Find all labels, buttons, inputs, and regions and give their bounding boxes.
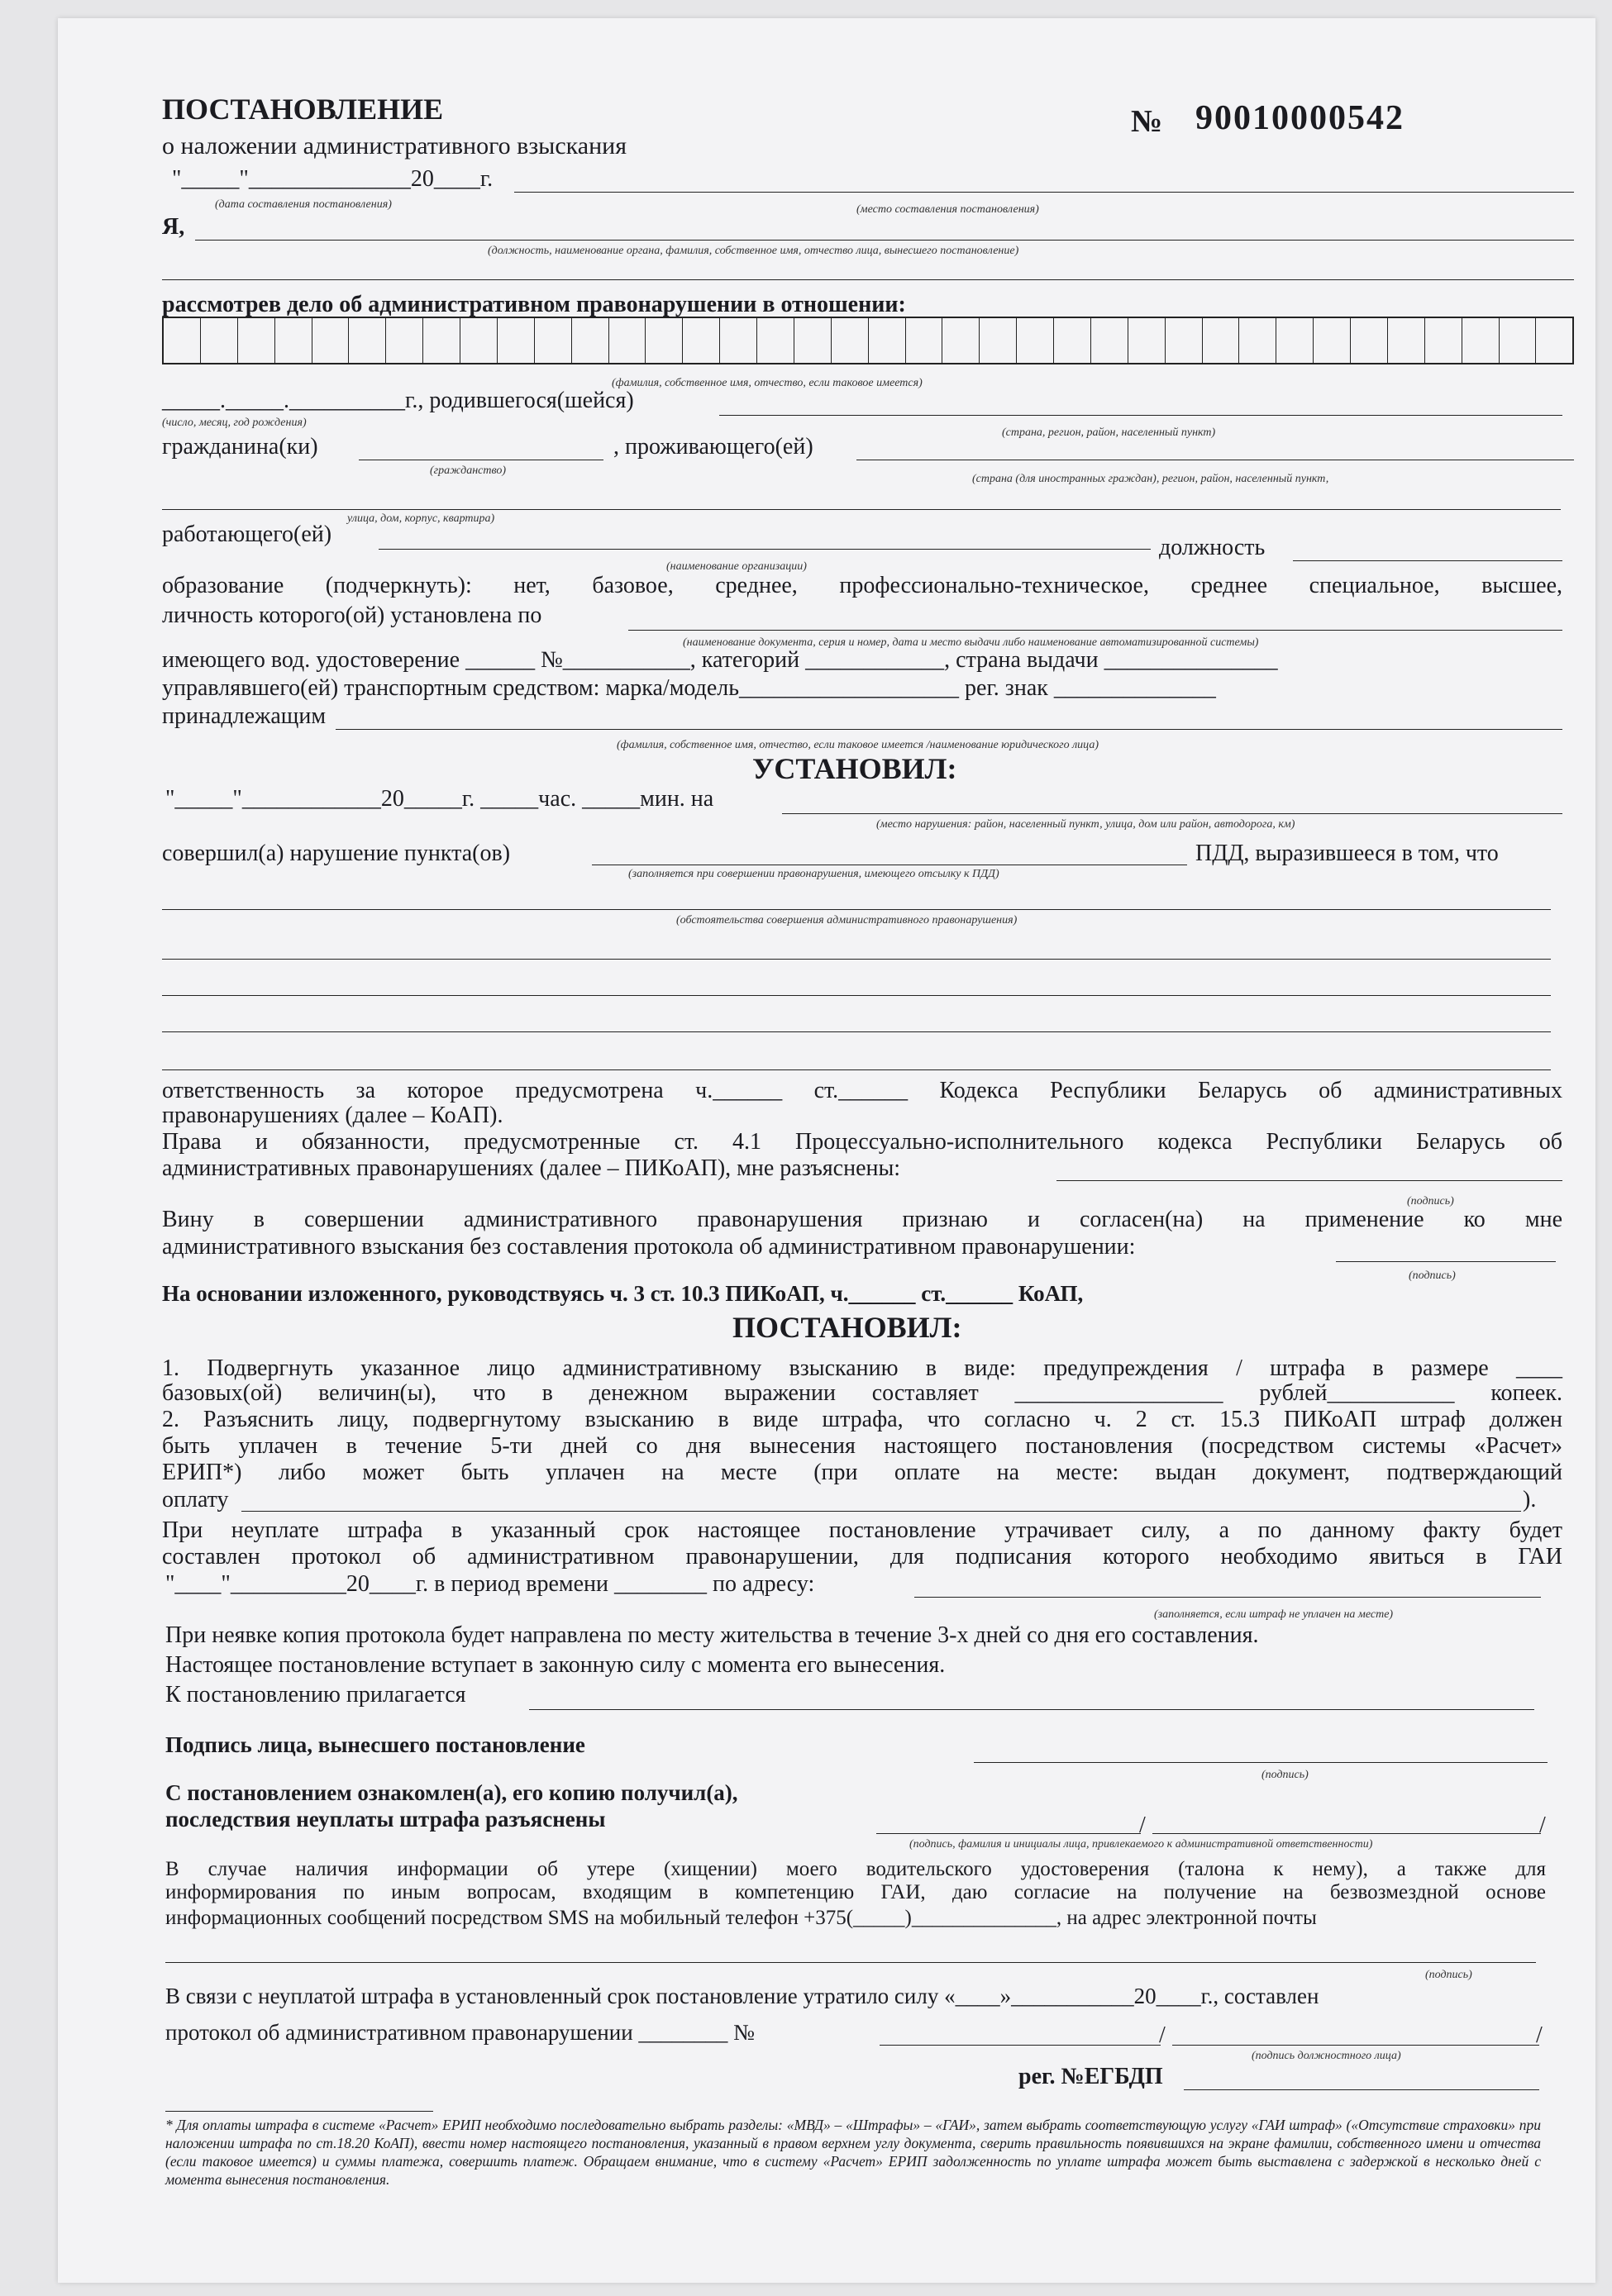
date-hint: (дата составления постановления): [215, 198, 392, 211]
violation-place-input-line[interactable]: [782, 813, 1562, 814]
expired-line-1: В связи с неуплатой штрафа в установленный срок постановление утратило силу «____»___________20____г., составлен: [165, 1984, 1319, 2008]
fio-cell[interactable]: [757, 318, 794, 363]
fio-cell[interactable]: [1536, 318, 1572, 363]
protocol-number-line[interactable]: [880, 2045, 1161, 2046]
egbdp-input-line[interactable]: [1184, 2089, 1539, 2090]
official-sign-hint: (подпись): [1261, 1769, 1309, 1781]
decision-1-line-1: 1. Подвергнуть указанное лицо административному взысканию в виде: предупреждения / штрафа в размере ____: [162, 1355, 1562, 1381]
decision-4: При неявке копия протокола будет направлена по месту жительства в течение 3-х дней со дня его составления.: [165, 1622, 1259, 1648]
expired-slash-2: /: [1536, 2022, 1543, 2048]
number-label: №: [1131, 104, 1163, 139]
fio-cell[interactable]: [1091, 318, 1128, 363]
fio-cell[interactable]: [1425, 318, 1462, 363]
i-label: Я,: [162, 214, 185, 240]
fio-cell[interactable]: [238, 318, 275, 363]
document-subtitle: о наложении административного взыскания: [162, 132, 627, 160]
email-input-line[interactable]: [165, 1962, 1536, 1963]
egbdp-label: рег. №ЕГБДП: [1018, 2064, 1163, 2089]
fio-cell[interactable]: [386, 318, 423, 363]
person-sign-hint: (подпись, фамилия и инициалы лица, привлекаемого к административной ответственности): [909, 1838, 1373, 1851]
violation-prefix: совершил(а) нарушение пункта(ов): [162, 841, 511, 866]
fio-cell[interactable]: [1314, 318, 1351, 363]
fio-hint: (фамилия, собственное имя, отчество, если таковое имеется): [612, 377, 923, 389]
fio-cell[interactable]: [980, 318, 1017, 363]
citizenship-hint: (гражданство): [430, 464, 507, 477]
rights-line-2: административных правонарушениях (далее – ПИКоАП), мне разъяснены:: [162, 1155, 901, 1181]
fio-cell[interactable]: [1128, 318, 1166, 363]
decision-2-close: ).: [1523, 1487, 1537, 1512]
fio-cell[interactable]: [832, 318, 869, 363]
decision-1-line-2: базовых(ой) величин(ы), что в денежном выражении составляет __________________ рублей___________ копеек.: [162, 1380, 1562, 1406]
rights-sign-line[interactable]: [1056, 1180, 1562, 1181]
citizen-label: гражданина(ки): [162, 434, 318, 460]
fio-cell[interactable]: [1239, 318, 1276, 363]
official-sign-line[interactable]: [974, 1762, 1548, 1763]
official-input-line[interactable]: [195, 240, 1574, 241]
decision-6: К постановлению прилагается: [165, 1682, 466, 1708]
place-input-line[interactable]: [514, 192, 1574, 193]
position-label: должность: [1159, 535, 1266, 560]
fio-cell[interactable]: [942, 318, 980, 363]
sign-slash-1: /: [1139, 1813, 1146, 1838]
fio-cell[interactable]: [423, 318, 460, 363]
sign-slash-2: /: [1539, 1813, 1546, 1838]
acquainted-line-1: С постановлением ознакомлен(а), его копию получил(а),: [165, 1780, 738, 1805]
basis-line: На основании изложенного, руководствуясь ч. 3 ст. 10.3 ПИКоАП, ч.______ ст.______ КоАП,: [162, 1281, 1084, 1306]
consent-line-3: информационных сообщений посредством SMS на мобильный телефон +375(_____)______________, на адрес электронной почты: [165, 1907, 1317, 1929]
guilt-line-2: административного взыскания без составления протокола об административном правонарушении:: [162, 1234, 1136, 1260]
owner-input-line[interactable]: [336, 729, 1562, 730]
owner-label: принадлежащим: [162, 703, 327, 729]
decision-2-line-3: ЕРИП*) либо может быть уплачен на месте (при оплате на месте: выдан документ, подтверждающий: [162, 1460, 1562, 1485]
position-input-line[interactable]: [1293, 560, 1562, 561]
fio-cell[interactable]: [683, 318, 720, 363]
organization-input-line[interactable]: [379, 549, 1151, 550]
consent-sign-hint: (подпись): [1425, 1969, 1472, 1981]
circumstances-hint: (обстоятельства совершения административного правонарушения): [676, 914, 1018, 926]
official-input-line-2[interactable]: [162, 279, 1574, 280]
work-label: работающего(ей): [162, 522, 332, 547]
fio-cell[interactable]: [1203, 318, 1240, 363]
residing-label: , проживающего(ей): [613, 434, 813, 460]
consent-line-1: В случае наличия информации об утере (хищении) моего водительского удостоверения (талона к нему), а также для: [165, 1858, 1546, 1880]
fio-cell[interactable]: [1462, 318, 1500, 363]
decision-2-line-4: оплату: [162, 1487, 229, 1512]
fio-cell[interactable]: [164, 318, 201, 363]
fio-cell[interactable]: [646, 318, 683, 363]
decision-2-line-2: быть уплачен в течение 5-ти дней со дня вынесения настоящего постановления (посредством системы «Расчет»: [162, 1433, 1562, 1459]
fio-cell[interactable]: [1017, 318, 1054, 363]
document-title: ПОСТАНОВЛЕНИЕ: [162, 93, 444, 126]
date-line: "_____"______________20____г.: [172, 166, 494, 192]
identity-hint: (наименование документа, серия и номер, дата и место выдачи либо наименование автоматизированной системы): [683, 636, 1259, 649]
fio-cell[interactable]: [460, 318, 498, 363]
attachment-input-line[interactable]: [529, 1709, 1534, 1710]
decision-3-line-2: составлен протокол об административном правонарушении, для подписания которого необходимо явиться в ГАИ: [162, 1544, 1562, 1570]
address-hint: (страна (для иностранных граждан), регион, район, населенный пункт,: [972, 473, 1329, 485]
owner-hint: (фамилия, собственное имя, отчество, если таковое имеется /наименование юридического лица): [617, 739, 1099, 751]
fio-cell[interactable]: [349, 318, 386, 363]
footnote-text: * Для оплаты штрафа в системе «Расчет» ЕРИП необходимо последовательно выбрать разделы: «МВД» – «Штрафы» – «ГАИ», затем выбрать соответствующую услугу «ГАИ штраф» («Отсутствие страховки» при наложении штрафа по ст.18.20 КоАП), ввести номер настоящего постановления, указанный в правом верхнем углу документа, сверить правильность появившихся на экране фамилии, собственного имени и отчества (если таковое имеется) и суммы платежа, совершить платеж. Обращаем внимание, что в систему «Расчет» ЕРИП задолженность по уплате штрафа может быть выставлена с задержкой в несколько дней с момента вынесения постановления.: [165, 2117, 1541, 2188]
guilt-sign-line[interactable]: [1336, 1261, 1556, 1262]
birthplace-hint: (страна, регион, район, населенный пункт): [1002, 426, 1216, 439]
circumstances-input-line-3[interactable]: [162, 995, 1551, 996]
circumstances-input-line-5[interactable]: [162, 1069, 1551, 1070]
vehicle-line: управлявшего(ей) транспортным средством: марка/модель___________________ рег. знак ______________: [162, 675, 1216, 701]
violation-item-hint: (заполняется при совершении правонарушения, имеющего отсылку к ПДД): [628, 868, 999, 880]
identity-label: личность которого(ой) установлена по: [162, 603, 542, 628]
fio-cell[interactable]: [1351, 318, 1388, 363]
guilt-sign-hint: (подпись): [1409, 1269, 1456, 1282]
expired-line-2: протокол об административном правонарушении ________ №: [165, 2020, 755, 2045]
street-hint: улица, дом, корпус, квартира): [347, 512, 495, 525]
decided-heading: ПОСТАНОВИЛ:: [732, 1311, 962, 1344]
fio-cell[interactable]: [1054, 318, 1091, 363]
gai-address-input-line[interactable]: [914, 1597, 1541, 1598]
fio-cell[interactable]: [572, 318, 609, 363]
expired-slash-1: /: [1159, 2022, 1166, 2048]
identity-input-line[interactable]: [628, 630, 1562, 631]
birth-line: _____._____.__________г., родившегося(шейся): [162, 388, 634, 413]
gai-address-hint: (заполняется, если штраф не уплачен на месте): [1154, 1608, 1394, 1621]
guilt-line-1: Вину в совершении административного правонарушения признаю и согласен(на) на применение ко мне: [162, 1207, 1562, 1232]
place-hint: (место составления постановления): [856, 203, 1039, 216]
decision-5: Настоящее постановление вступает в законную силу с момента его вынесения.: [165, 1652, 946, 1678]
official-hint: (должность, наименование органа, фамилия, собственное имя, отчество лица, вынесшего постановление): [488, 245, 1019, 257]
established-time-line: "_____"____________20_____г. _____час. _____мин. на: [165, 786, 714, 812]
circumstances-input-line-1[interactable]: [162, 909, 1551, 910]
circumstances-input-line-2[interactable]: [162, 959, 1551, 960]
fio-cell[interactable]: [312, 318, 350, 363]
fio-cell[interactable]: [609, 318, 646, 363]
protocol-sign-hint: (подпись должностного лица): [1252, 2050, 1401, 2062]
decision-3-line-1: При неуплате штрафа в указанный срок настоящее постановление утрачивает силу, а по данному факту будет: [162, 1517, 1562, 1543]
responsibility-line-2: правонарушениях (далее – КоАП).: [162, 1103, 503, 1128]
rights-line-1: Права и обязанности, предусмотренные ст. 4.1 Процессуально-исполнительного кодекса Республики Беларусь об: [162, 1129, 1562, 1155]
fio-cell[interactable]: [1500, 318, 1537, 363]
footnote-divider: [165, 2111, 433, 2112]
rights-sign-hint: (подпись): [1407, 1195, 1454, 1208]
fio-cell[interactable]: [906, 318, 943, 363]
person-sign-line-2[interactable]: [1152, 1833, 1541, 1834]
decision-3-line-3: "____"__________20____г. в период времени ________ по адресу:: [165, 1571, 815, 1597]
fio-cell[interactable]: [201, 318, 238, 363]
violation-place-hint: (место нарушения: район, населенный пункт, улица, дом или район, автодорога, км): [876, 818, 1295, 831]
established-heading: УСТАНОВИЛ:: [752, 752, 957, 785]
fio-cell[interactable]: [1166, 318, 1203, 363]
organization-hint: (наименование организации): [666, 560, 807, 573]
document-number: 90010000542: [1195, 99, 1405, 137]
address-input-line-2[interactable]: [162, 509, 1561, 510]
birthplace-input-line[interactable]: [719, 415, 1562, 416]
fio-cell[interactable]: [869, 318, 906, 363]
payment-doc-input-line[interactable]: [241, 1511, 1521, 1512]
case-heading: рассмотрев дело об административном правонарушении в отношении:: [162, 292, 906, 317]
person-sign-line-1[interactable]: [876, 1833, 1141, 1834]
fio-cell[interactable]: [794, 318, 832, 363]
violation-suffix: ПДД, выразившееся в том, что: [1195, 841, 1499, 866]
circumstances-input-line-4[interactable]: [162, 1031, 1551, 1032]
fio-cell[interactable]: [1276, 318, 1314, 363]
fio-cell-grid[interactable]: [162, 317, 1574, 364]
birthdate-hint: (число, месяц, год рождения): [162, 417, 307, 429]
official-sign-label: Подпись лица, вынесшего постановление: [165, 1732, 585, 1757]
decision-2-line-1: 2. Разъяснить лицу, подвергнутому взысканию в виде штрафа, что согласно ч. 2 ст. 15.3 ПИКоАП штраф должен: [162, 1407, 1562, 1432]
education-line: образование (подчеркнуть): нет, базовое, среднее, профессионально-техническое, среднее специальное, высшее,: [162, 573, 1562, 598]
acquainted-line-2: последствия неуплаты штрафа разъяснены: [165, 1807, 606, 1832]
fio-cell[interactable]: [720, 318, 757, 363]
fio-cell[interactable]: [498, 318, 535, 363]
protocol-sign-line[interactable]: [1172, 2045, 1539, 2046]
fio-cell[interactable]: [535, 318, 572, 363]
fio-cell[interactable]: [1388, 318, 1425, 363]
license-line: имеющего вод. удостоверение ______ №___________, категорий ____________, страна выдачи _______________: [162, 647, 1278, 673]
responsibility-line-1: ответственность за которое предусмотрена ч.______ ст.______ Кодекса Республики Беларусь об административных: [162, 1078, 1562, 1103]
fio-cell[interactable]: [275, 318, 312, 363]
consent-line-2: информирования по иным вопросам, входящим в компетенцию ГАИ, даю согласие на получение на безвозмездной основе: [165, 1881, 1546, 1903]
